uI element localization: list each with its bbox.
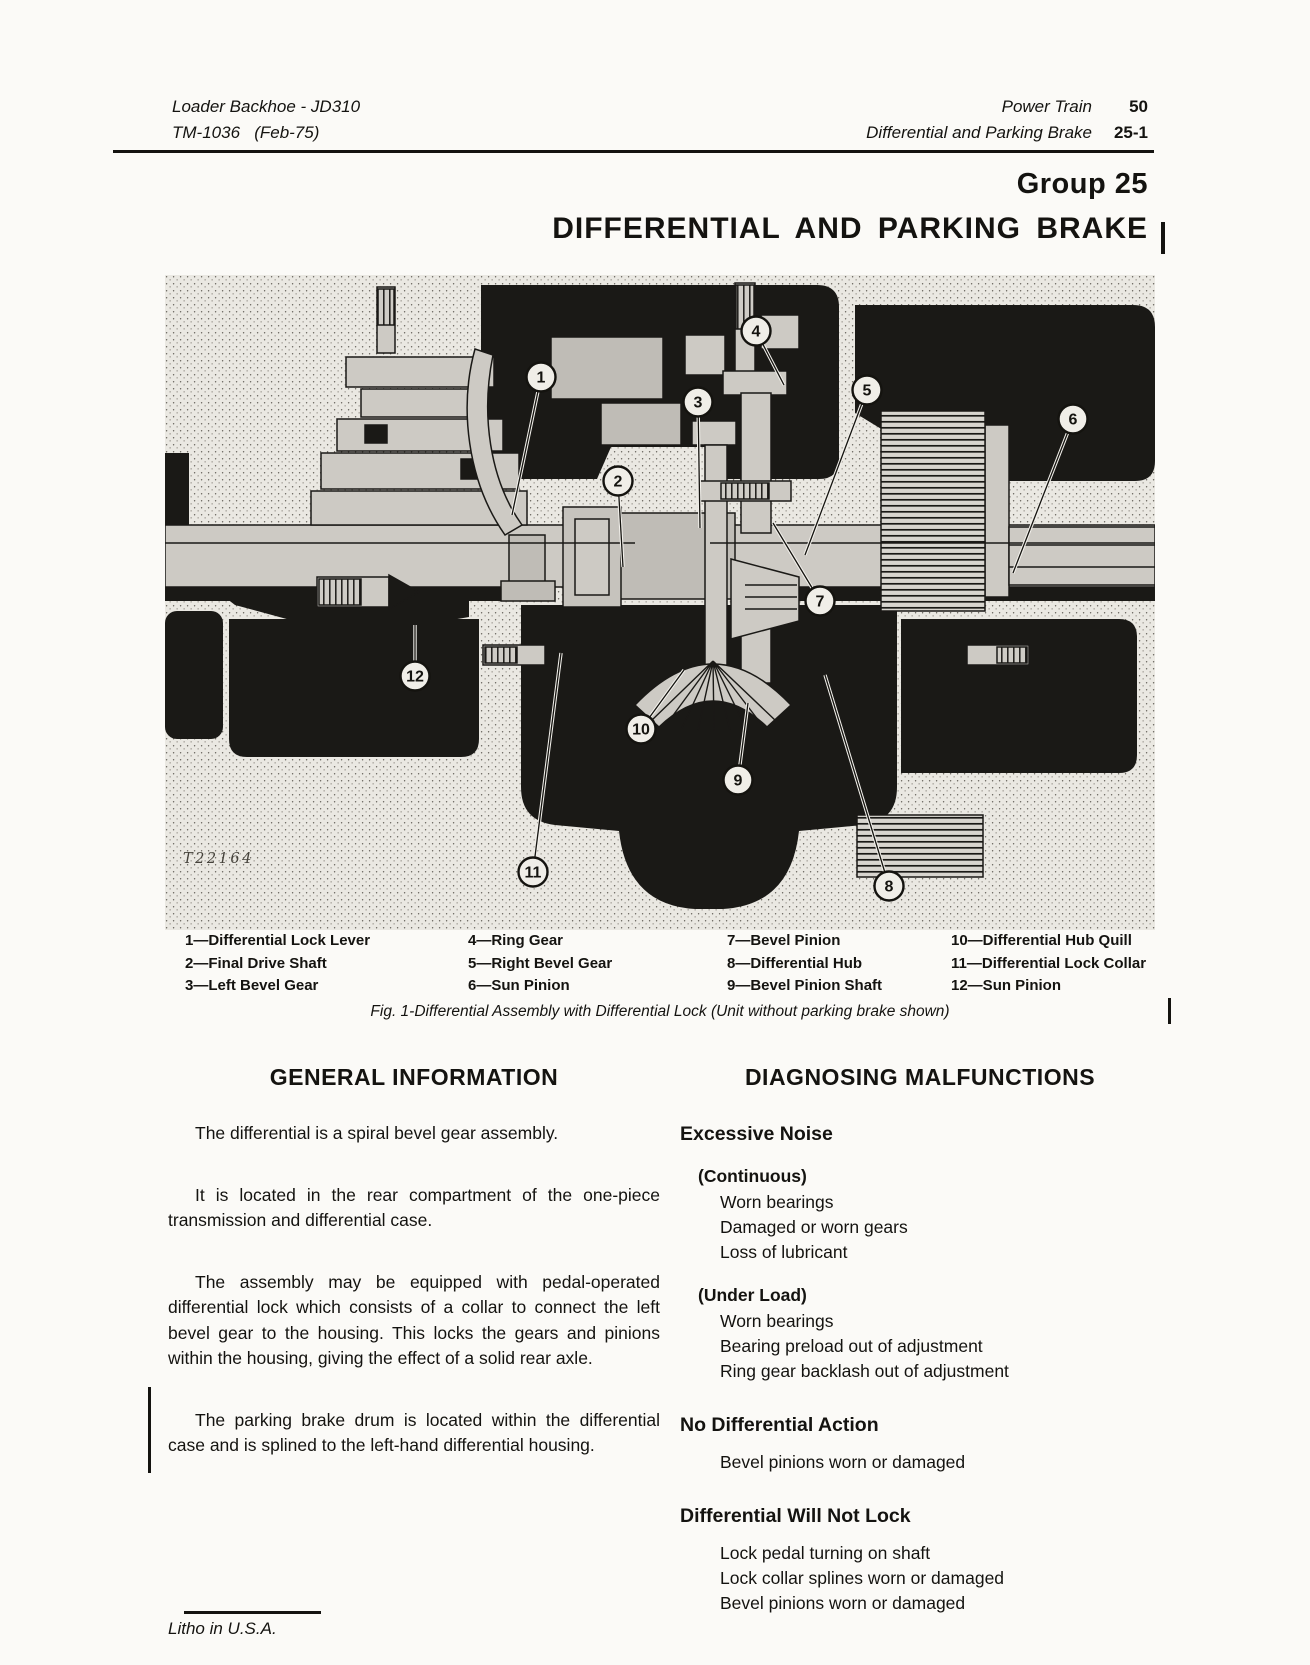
- legend-item: 1—Differential Lock Lever: [185, 932, 371, 949]
- cause-group-label: (Under Load): [698, 1285, 807, 1305]
- group-page-number: 25-1: [1113, 123, 1148, 142]
- malfunction-heading: Excessive Noise: [680, 1123, 833, 1145]
- callout-number: 4: [751, 323, 761, 341]
- legend-item: 6—Sun Pinion: [468, 977, 570, 994]
- revision-bar: [1168, 998, 1171, 1024]
- body-paragraph: The assembly may be equipped with pedal-operated differential lock which consists of a collar to connect the left bevel gear to the housing. This locks the gears and pinions within the housing, giving the effect of a solid rear axle.: [168, 1271, 660, 1368]
- callout-number: 8: [884, 878, 894, 896]
- cause-item: Bevel pinions worn or damaged: [720, 1452, 966, 1472]
- cause-item: Ring gear backlash out of adjustment: [720, 1361, 1009, 1381]
- legend-column: [468, 930, 612, 998]
- running-header-left: [172, 94, 360, 146]
- legend-item: 11—Differential Lock Collar: [951, 954, 1147, 972]
- legend-item: 4—Ring Gear: [468, 932, 564, 949]
- body-paragraph: The differential is a spiral bevel gear assembly.: [195, 1123, 559, 1143]
- body-paragraph: It is located in the rear compartment of the one-piece transmission and differential case.: [168, 1184, 660, 1230]
- cause-item: Worn bearings: [720, 1192, 834, 1212]
- footer-text: Litho in U.S.A.: [168, 1619, 277, 1638]
- general-information-section: [168, 1064, 660, 1495]
- cause-item: Loss of lubricant: [720, 1242, 848, 1262]
- callout-number: 6: [1068, 411, 1078, 429]
- legend-item: 10—Differential Hub Quill: [951, 932, 1132, 949]
- callout-number: 11: [524, 864, 542, 882]
- section-heading: GENERAL INFORMATION: [269, 1064, 559, 1090]
- legend-item: 9—Bevel Pinion Shaft: [727, 977, 883, 994]
- legend-item: 7—Bevel Pinion: [727, 932, 841, 949]
- figure-diagram: [165, 275, 1155, 930]
- legend-column: [185, 930, 370, 998]
- malfunction-sections: [680, 1123, 1160, 1616]
- malfunction-heading: No Differential Action: [680, 1414, 879, 1436]
- callout-number: 3: [693, 394, 703, 412]
- group-number-heading: Group 25: [1016, 168, 1148, 200]
- model-title: Loader Backhoe - JD310: [172, 97, 361, 116]
- section-heading: DIAGNOSING MALFUNCTIONS: [744, 1064, 1096, 1090]
- callout-number: 7: [815, 593, 825, 611]
- legend-item: 3—Left Bevel Gear: [185, 977, 319, 994]
- revision-bar: [1161, 222, 1165, 254]
- revision-bar: [148, 1387, 151, 1473]
- legend-column: [727, 930, 882, 998]
- figure-caption: Fig. 1-Differential Assembly with Differential Lock (Unit without parking brake shown): [370, 1003, 950, 1020]
- cause-group-label: (Continuous): [698, 1166, 807, 1186]
- legend-item: 8—Differential Hub: [727, 954, 863, 972]
- legend-item: 2—Final Drive Shaft: [185, 954, 327, 972]
- section-page-number: 50: [1129, 97, 1148, 116]
- callout-number: 2: [613, 473, 623, 491]
- malfunction-heading: Differential Will Not Lock: [680, 1505, 911, 1527]
- diagnosing-malfunctions-section: [680, 1064, 1160, 1616]
- legend-item: 5—Right Bevel Gear: [468, 954, 613, 972]
- running-header-right: [866, 94, 1148, 146]
- legend-column: [951, 930, 1146, 998]
- callout-number: 10: [632, 721, 650, 739]
- general-paragraphs: [168, 1121, 660, 1459]
- manual-number: TM-1036 (Feb-75): [172, 123, 320, 142]
- callout-number: 9: [733, 772, 743, 790]
- cause-item: Bevel pinions worn or damaged: [720, 1593, 966, 1613]
- page-title: DIFFERENTIAL AND PARKING BRAKE: [552, 212, 1148, 245]
- cause-item: Lock collar splines worn or damaged: [720, 1568, 1005, 1588]
- body-paragraph: The parking brake drum is located within the differential case and is splined to the left-hand differential housing.: [168, 1409, 660, 1455]
- callout-number: 1: [536, 369, 546, 387]
- cause-item: Worn bearings: [720, 1311, 834, 1331]
- section-title: Power Train: [1001, 97, 1092, 116]
- differential-cross-section: [165, 275, 1155, 930]
- cause-item: Bearing preload out of adjustment: [720, 1336, 983, 1356]
- group-title: Differential and Parking Brake: [866, 123, 1092, 142]
- footer-rule: [184, 1611, 321, 1614]
- cause-item: Damaged or worn gears: [720, 1217, 908, 1237]
- callout-number: 12: [406, 668, 424, 686]
- legend-item: 12—Sun Pinion: [951, 977, 1062, 994]
- figure-stamp-number: T22164: [183, 851, 254, 867]
- header-rule: [113, 150, 1154, 153]
- callout-number: 5: [862, 382, 872, 400]
- cause-item: Lock pedal turning on shaft: [720, 1543, 931, 1563]
- page-title-block: [400, 168, 1148, 246]
